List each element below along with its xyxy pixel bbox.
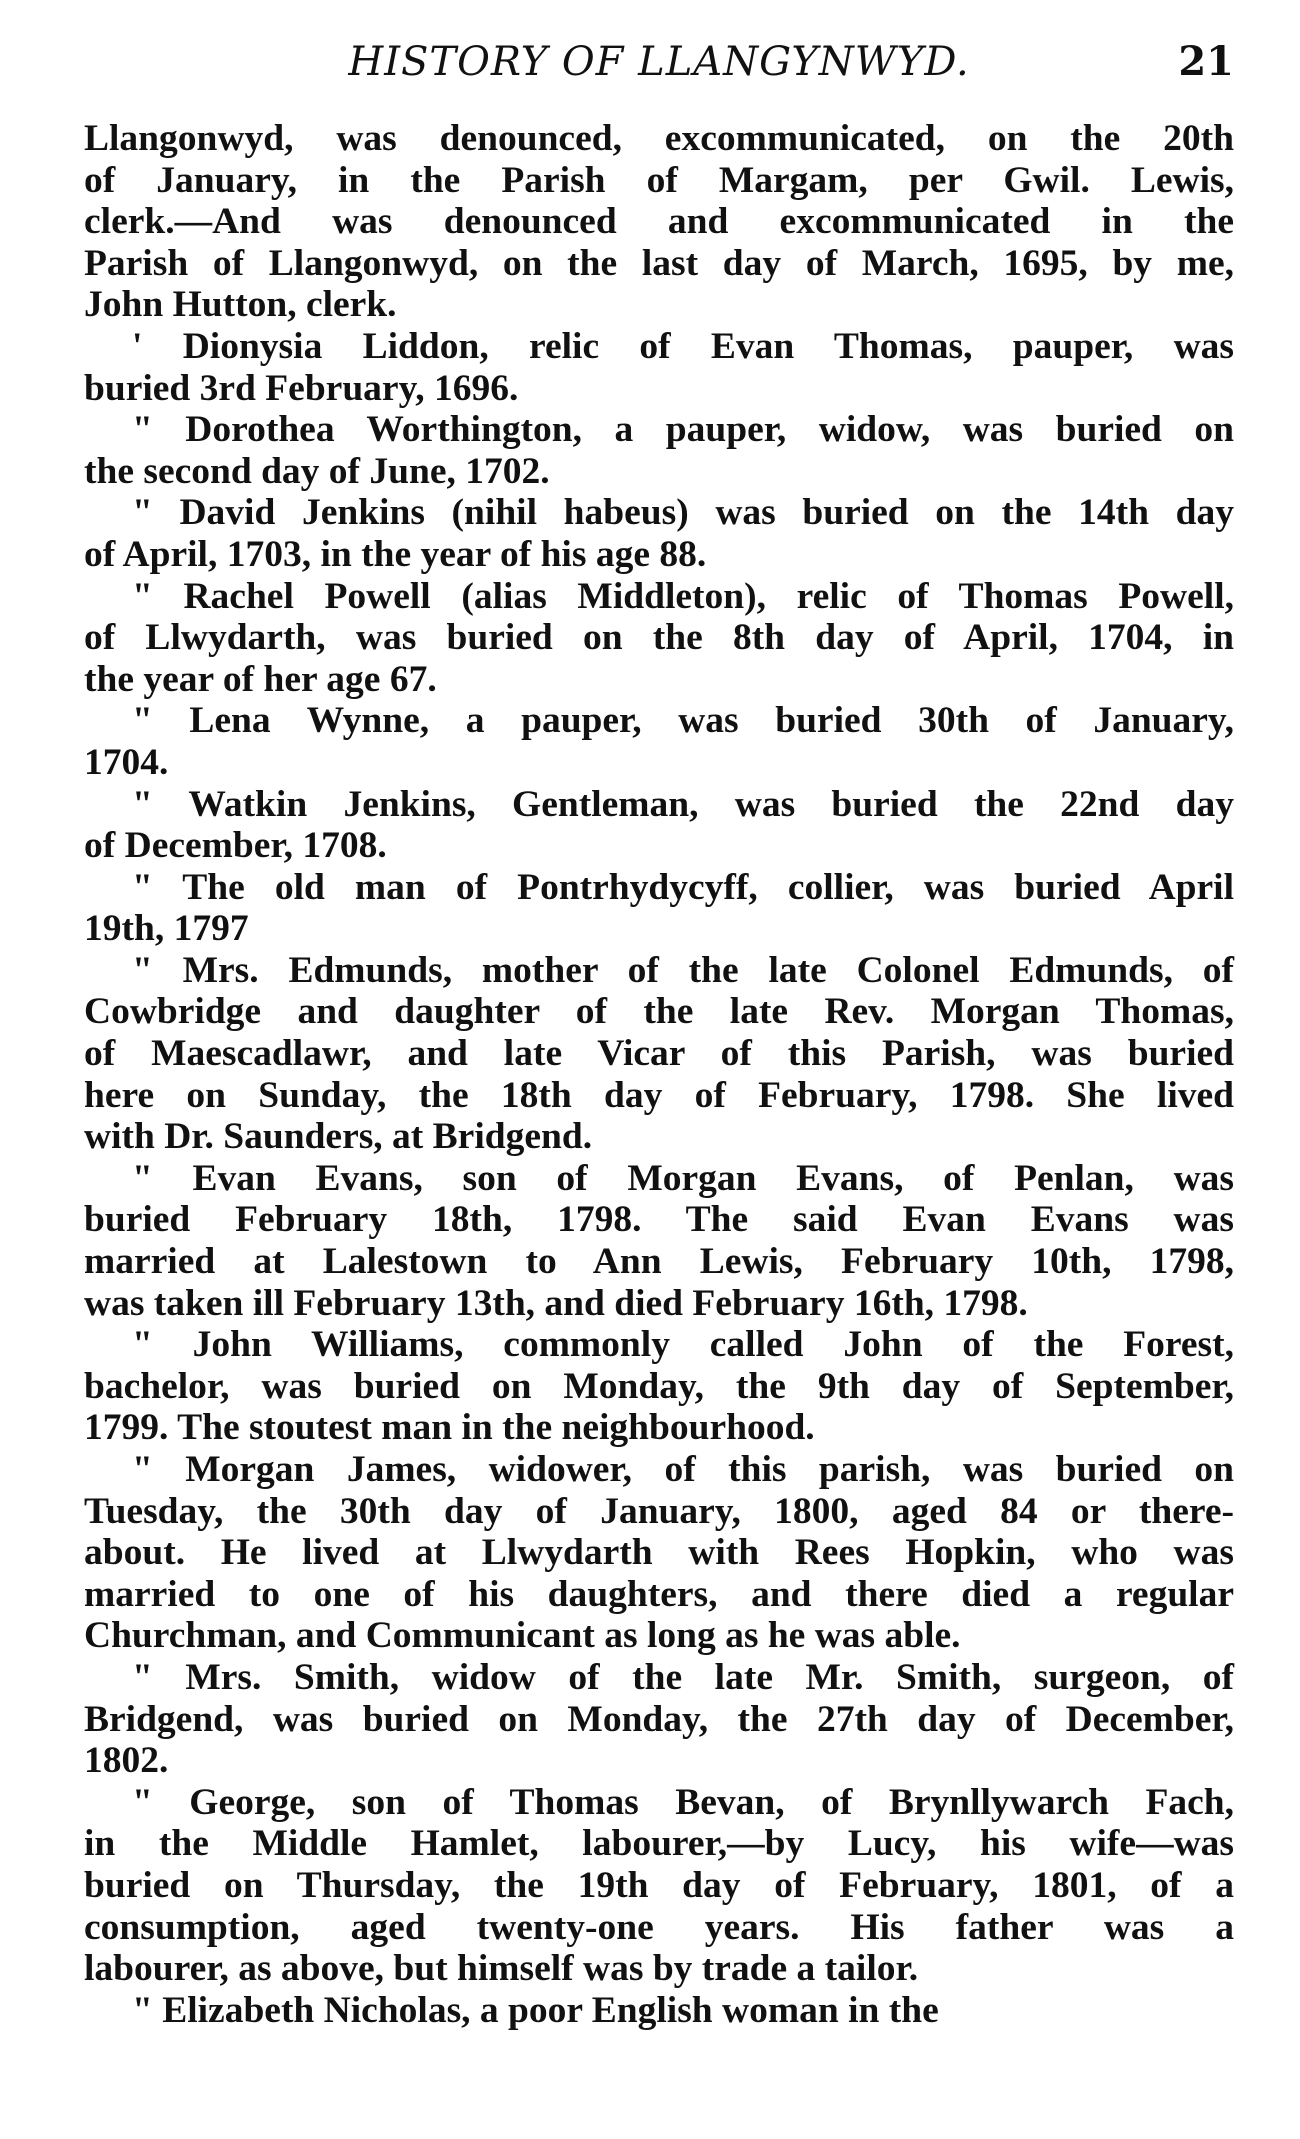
paragraph-p8 [84,950,1234,1158]
paragraph-p10 [84,1324,1234,1449]
text-line: John Hutton, clerk. [84,284,397,326]
text-line: married to one of his daughters, and there died a regular [84,1573,1234,1615]
text-line: in the Middle Hamlet, labourer,—by Lucy, his wife—was [84,1823,1234,1865]
text-line: " John Williams, commonly called John of the Forest, [132,1324,1234,1366]
paragraph-p9 [84,1158,1234,1324]
text-line: of December, 1708. [84,825,387,867]
text-line: Bridgend, was buried on Monday, the 27th day of December, [84,1698,1234,1740]
text-line: buried 3rd February, 1696. [84,367,519,409]
paragraph-p3 [84,492,1234,575]
text-line: " Watkin Jenkins, Gentleman, was buried the 22nd day [132,783,1234,825]
text-line: the second day of June, 1702. [84,450,550,492]
text-line: 1802. [84,1740,169,1782]
text-line: here on Sunday, the 18th day of February, 1798. She lived [84,1074,1234,1116]
header-title: HISTORY OF LLANGYNWYD. [348,39,970,85]
paragraph-p0 [84,118,1234,326]
paragraph-p4 [84,576,1234,701]
page-number: 21 [1178,38,1234,85]
text-line: consumption, aged twenty-one years. His father was a [84,1906,1234,1948]
text-line: " Evan Evans, son of Morgan Evans, of Penlan, was [132,1157,1234,1199]
text-line: about. He lived at Llwydarth with Rees Hopkin, who was [84,1532,1234,1574]
text-line: was taken ill February 13th, and died February 16th, 1798. [84,1282,1028,1324]
text-line: " Lena Wynne, a pauper, was buried 30th of January, [132,700,1234,742]
text-line: 1704. [84,741,169,783]
text-line: buried February 18th, 1798. The said Evan Evans was [84,1199,1234,1241]
text-line: buried on Thursday, the 19th day of February, 1801, of a [84,1864,1234,1906]
text-line: " Elizabeth Nicholas, a poor English woman in the [132,1989,939,2031]
text-line: Parish of Llangonwyd, on the last day of March, 1695, by me, [84,242,1234,284]
text-line: " Morgan James, widower, of this parish, was buried on [132,1449,1234,1490]
text-line: " The old man of Pontrhydycyff, collier, was buried April [132,866,1234,908]
text-line: 1799. The stoutest man in the neighbourhood. [84,1407,815,1449]
text-line: " Dorothea Worthington, a pauper, widow, was buried on [132,409,1234,451]
text-line: " David Jenkins (nihil habeus) was buried on the 14th day [132,492,1234,534]
paragraph-p13 [84,1782,1234,1990]
paragraph-p1 [84,326,1234,409]
paragraph-p5 [84,700,1234,783]
text-line: of Llwydarth, was buried on the 8th day of April, 1704, in [84,617,1234,659]
text-line: of January, in the Parish of Margam, per Gwil. Lewis, [84,159,1234,201]
text-line: 19th, 1797 [84,908,249,950]
text-line: of Maescadlawr, and late Vicar of this Parish, was buried [84,1033,1234,1075]
text-line: " Mrs. Smith, widow of the late Mr. Smith, surgeon, of [132,1656,1234,1698]
text-line: " George, son of Thomas Bevan, of Brynllywarch Fach, [132,1781,1234,1823]
text-line: clerk.—And was denounced and excommunicated in the [84,201,1234,243]
text-line: bachelor, was buried on Monday, the 9th day of September, [84,1365,1234,1407]
text-line: the year of her age 67. [84,658,437,700]
text-line: ' Dionysia Liddon, relic of Evan Thomas, pauper, was [132,325,1234,367]
text-line: " Mrs. Edmunds, mother of the late Colonel Edmunds, of [132,949,1234,991]
paragraph-p11 [84,1449,1234,1657]
text-line: labourer, as above, but himself was by trade a tailor. [84,1948,919,1990]
paragraph-p14 [84,1990,1234,2032]
text-line: Cowbridge and daughter of the late Rev. Morgan Thomas, [84,991,1234,1033]
running-header [84,38,1234,86]
paragraph-p2 [84,409,1234,492]
text-line: married at Lalestown to Ann Lewis, February 10th, 1798, [84,1241,1234,1283]
body-text [84,118,1234,2031]
text-line: Llangonwyd, was denounced, excommunicated, on the 20th [84,118,1234,159]
text-line: Tuesday, the 30th day of January, 1800, aged 84 or there- [84,1490,1234,1532]
text-line: " Rachel Powell (alias Middleton), relic of Thomas Powell, [132,575,1234,617]
text-line: Churchman, and Communicant as long as he was able. [84,1615,961,1657]
paragraph-p7 [84,867,1234,950]
paragraph-p12 [84,1657,1234,1782]
text-line: of April, 1703, in the year of his age 88. [84,533,707,575]
paragraph-p6 [84,784,1234,867]
text-line: with Dr. Saunders, at Bridgend. [84,1116,593,1158]
